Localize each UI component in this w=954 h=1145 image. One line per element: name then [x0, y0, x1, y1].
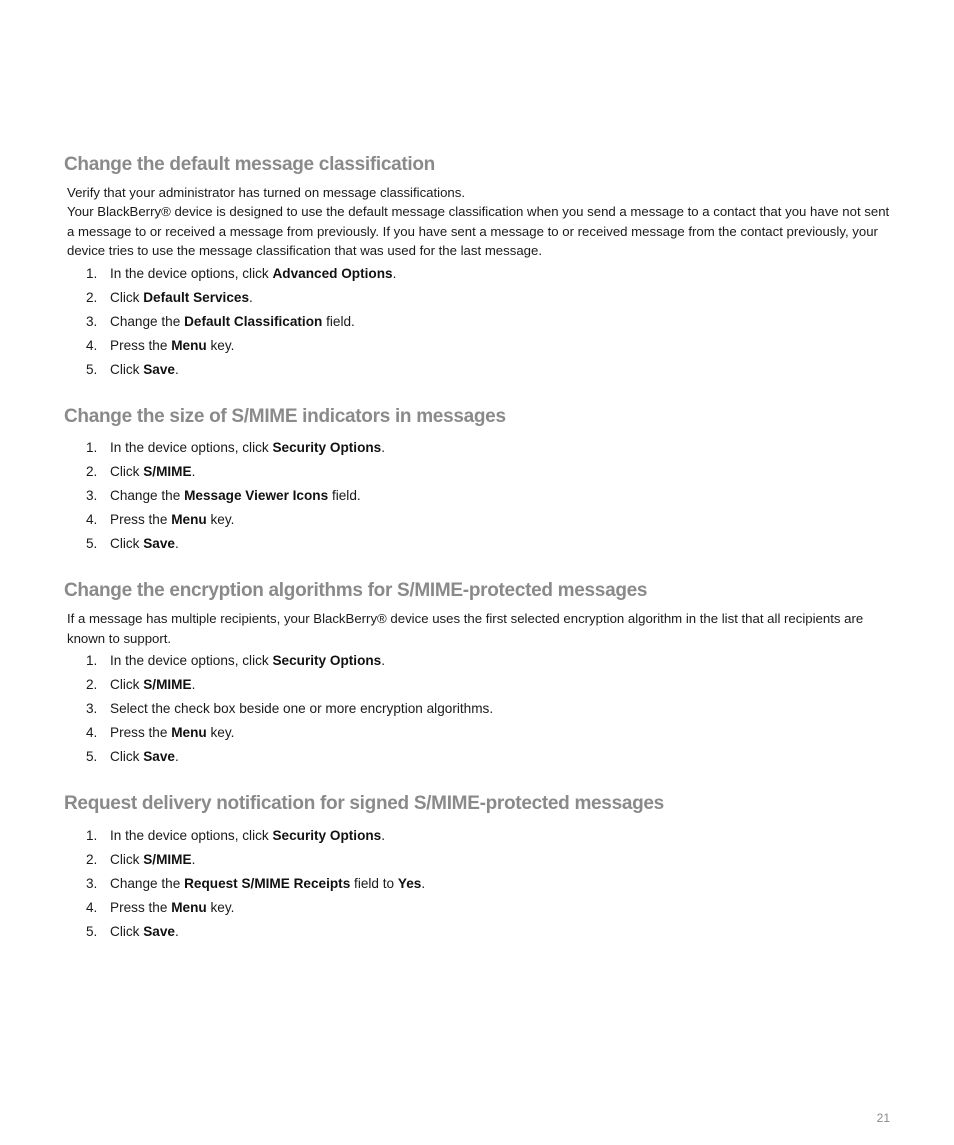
- steps-list: [86, 652, 493, 772]
- list-item: 1. In the device options, click Advanced Options .: [86, 266, 397, 281]
- list-item: 4. Press the Menu key.: [86, 338, 235, 353]
- list-item: 3. Select the check box beside one or more encryption algorithms.: [86, 701, 494, 716]
- list-item: 2. Click Default Services .: [86, 290, 253, 305]
- section-body-paragraph: If a message has multiple recipients, your BlackBerry® device uses the first selected encryption algorithm in the list that all recipients are known to support.: [67, 611, 864, 646]
- list-item: 3. Change the Message Viewer Icons field.: [86, 488, 361, 503]
- steps-list: [86, 265, 396, 385]
- section-heading-default-classification: Change the default message classification: [64, 154, 435, 175]
- list-item: 3. Change the Default Classification field.: [86, 314, 355, 329]
- list-item: 4. Press the Menu key.: [86, 725, 235, 740]
- steps-list: [86, 827, 425, 947]
- list-item: 5. Click Save .: [86, 749, 179, 764]
- section-intro-paragraph: Verify that your administrator has turned on message classifications.: [67, 185, 466, 200]
- section-body-paragraph: Your BlackBerry® device is designed to use the default message classification when you send a message to a contact that you have not sent a message to or received a message from previously. If you have sent a message to or received message from the contact previously, your device tries to use the message classification that was used for the last message.: [67, 204, 890, 258]
- list-item: 1. In the device options, click Security Options .: [86, 440, 386, 455]
- list-item: 2. Click S/MIME .: [86, 464, 196, 479]
- list-item: 4. Press the Menu key.: [86, 900, 235, 915]
- page-number: 21: [876, 1111, 890, 1125]
- section-heading-delivery-notification: Request delivery notification for signed S/MIME-protected messages: [64, 793, 664, 814]
- list-item: 2. Click S/MIME .: [86, 852, 196, 867]
- section-heading-smime-indicators: Change the size of S/MIME indicators in messages: [64, 406, 506, 427]
- list-item: 4. Press the Menu key.: [86, 512, 235, 527]
- list-item: 5. Click Save .: [86, 536, 179, 551]
- list-item: 5. Click Save .: [86, 362, 179, 377]
- list-item: 2. Click S/MIME .: [86, 677, 196, 692]
- list-item: 1. In the device options, click Security Options .: [86, 653, 386, 668]
- section-heading-encryption-algorithms: Change the encryption algorithms for S/MIME-protected messages: [64, 580, 648, 601]
- list-item: 5. Click Save .: [86, 924, 179, 939]
- list-item: 1. In the device options, click Security Options .: [86, 828, 386, 843]
- steps-list: [86, 439, 385, 559]
- list-item: 3. Change the Request S/MIME Receipts field to Yes .: [86, 876, 426, 891]
